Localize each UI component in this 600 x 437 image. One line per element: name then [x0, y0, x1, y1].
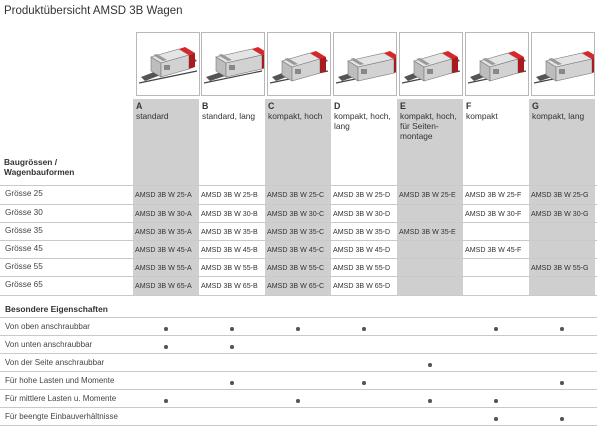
carriage-illustration	[268, 33, 330, 95]
feature-mark-dot	[230, 327, 234, 331]
column-description: standard	[136, 111, 169, 121]
feature-mark-dot	[164, 345, 168, 349]
part-number-cell: AMSD 3B W 45-B	[201, 246, 258, 254]
feature-row-label: Für mittlere Lasten u. Momente	[5, 394, 117, 403]
feature-mark-dot	[428, 399, 432, 403]
part-number-cell: AMSD 3B W 25-E	[399, 191, 456, 199]
part-number-cell: AMSD 3B W 25-G	[531, 191, 589, 199]
product-image-carriage-standard-long	[201, 32, 265, 96]
part-number-cell: AMSD 3B W 55-B	[201, 264, 258, 272]
size-row-label: Grösse 65	[5, 280, 43, 289]
part-number-cell: AMSD 3B W 30-B	[201, 210, 258, 218]
column-letter: D	[334, 101, 341, 111]
row-divider	[0, 240, 597, 241]
carriage-illustration	[466, 33, 528, 95]
carriage-illustration	[400, 33, 462, 95]
column-header-f	[466, 101, 526, 121]
part-number-cell: AMSD 3B W 25-A	[135, 191, 192, 199]
part-number-cell: AMSD 3B W 25-B	[201, 191, 258, 199]
row-divider	[0, 425, 597, 426]
feature-mark-dot	[494, 399, 498, 403]
row-divider	[0, 185, 597, 186]
part-number-cell: AMSD 3B W 35-D	[333, 228, 391, 236]
part-number-cell: AMSD 3B W 55-D	[333, 264, 391, 272]
column-letter: G	[532, 101, 539, 111]
feature-row-label: Von der Seite anschraubbar	[5, 358, 105, 367]
column-description: standard, lang	[202, 111, 256, 121]
feature-mark-dot	[164, 327, 168, 331]
product-image-carriage-compact-long	[531, 32, 595, 96]
part-number-cell: AMSD 3B W 25-F	[465, 191, 522, 199]
carriage-illustration	[137, 33, 199, 95]
feature-mark-dot	[494, 417, 498, 421]
part-number-cell: AMSD 3B W 45-A	[135, 246, 192, 254]
part-number-cell: AMSD 3B W 45-F	[465, 246, 522, 254]
part-number-cell: AMSD 3B W 65-A	[135, 282, 192, 290]
product-image-carriage-compact-high	[267, 32, 331, 96]
column-description: kompakt, lang	[532, 111, 585, 121]
column-letter: C	[268, 101, 275, 111]
features-section-title: Besondere Eigenschaften	[5, 304, 108, 314]
part-number-cell: AMSD 3B W 30-A	[135, 210, 192, 218]
product-image-carriage-compact	[465, 32, 529, 96]
column-header-d	[334, 101, 394, 131]
feature-mark-dot	[362, 381, 366, 385]
row-divider	[0, 204, 597, 205]
feature-row-label: Für hohe Lasten und Momente	[5, 376, 115, 385]
part-number-cell: AMSD 3B W 55-G	[531, 264, 589, 272]
feature-mark-dot	[560, 381, 564, 385]
carriage-illustration	[532, 33, 594, 95]
part-number-cell: AMSD 3B W 45-D	[333, 246, 391, 254]
size-row-label: Grösse 25	[5, 189, 43, 198]
feature-mark-dot	[230, 381, 234, 385]
feature-row-label: Für beengte Einbauverhältnisse	[5, 412, 118, 421]
column-description: kompakt, hoch, lang	[334, 111, 391, 131]
part-number-cell: AMSD 3B W 30-D	[333, 210, 391, 218]
part-number-cell: AMSD 3B W 55-C	[267, 264, 325, 272]
part-number-cell: AMSD 3B W 35-C	[267, 228, 325, 236]
part-number-cell: AMSD 3B W 35-A	[135, 228, 192, 236]
carriage-illustration	[334, 33, 396, 95]
row-divider	[0, 371, 597, 372]
column-letter: B	[202, 101, 209, 111]
feature-mark-dot	[428, 363, 432, 367]
column-header-g	[532, 101, 592, 121]
row-divider	[0, 407, 597, 408]
column-header-b	[202, 101, 262, 121]
row-divider	[0, 295, 597, 296]
part-number-cell: AMSD 3B W 30-G	[531, 210, 589, 218]
part-number-cell: AMSD 3B W 65-C	[267, 282, 325, 290]
part-number-cell: AMSD 3B W 45-C	[267, 246, 325, 254]
column-description: kompakt	[466, 111, 498, 121]
feature-row-label: Von oben anschraubbar	[5, 322, 90, 331]
part-number-cell: AMSD 3B W 55-A	[135, 264, 192, 272]
column-letter: A	[136, 101, 143, 111]
part-number-cell: AMSD 3B W 30-F	[465, 210, 522, 218]
column-letter: F	[466, 101, 472, 111]
part-number-cell: AMSD 3B W 25-C	[267, 191, 325, 199]
row-divider	[0, 258, 597, 259]
feature-mark-dot	[560, 327, 564, 331]
column-description: kompakt, hoch, für Seiten-montage	[400, 111, 457, 141]
row-divider	[0, 276, 597, 277]
row-divider	[0, 317, 597, 318]
feature-mark-dot	[296, 327, 300, 331]
row-divider	[0, 335, 597, 336]
column-letter: E	[400, 101, 406, 111]
column-header-e	[400, 101, 460, 141]
product-image-carriage-standard	[136, 32, 200, 96]
part-number-cell: AMSD 3B W 30-C	[267, 210, 325, 218]
feature-mark-dot	[230, 345, 234, 349]
part-number-cell: AMSD 3B W 65-B	[201, 282, 258, 290]
part-number-cell: AMSD 3B W 35-B	[201, 228, 258, 236]
page-title: Produktübersicht AMSD 3B Wagen	[4, 5, 183, 17]
column-description: kompakt, hoch	[268, 111, 323, 121]
part-number-cell: AMSD 3B W 35-E	[399, 228, 456, 236]
row-divider	[0, 353, 597, 354]
row-divider	[0, 222, 597, 223]
size-row-label: Grösse 30	[5, 208, 43, 217]
column-header-c	[268, 101, 328, 121]
part-number-cell: AMSD 3B W 25-D	[333, 191, 391, 199]
row-group-header: Baugrössen / Wagenbauformen	[4, 157, 75, 177]
feature-mark-dot	[296, 399, 300, 403]
product-image-carriage-compact-high-long	[333, 32, 397, 96]
feature-mark-dot	[494, 327, 498, 331]
size-row-label: Grösse 35	[5, 226, 43, 235]
product-image-carriage-compact-high-side	[399, 32, 463, 96]
carriage-illustration	[202, 33, 264, 95]
row-divider	[0, 389, 597, 390]
feature-mark-dot	[164, 399, 168, 403]
size-row-label: Grösse 55	[5, 262, 43, 271]
size-row-label: Grösse 45	[5, 244, 43, 253]
part-number-cell: AMSD 3B W 65-D	[333, 282, 391, 290]
feature-mark-dot	[362, 327, 366, 331]
feature-mark-dot	[560, 417, 564, 421]
column-header-a	[136, 101, 196, 121]
feature-row-label: Von unten anschraubbar	[5, 340, 93, 349]
